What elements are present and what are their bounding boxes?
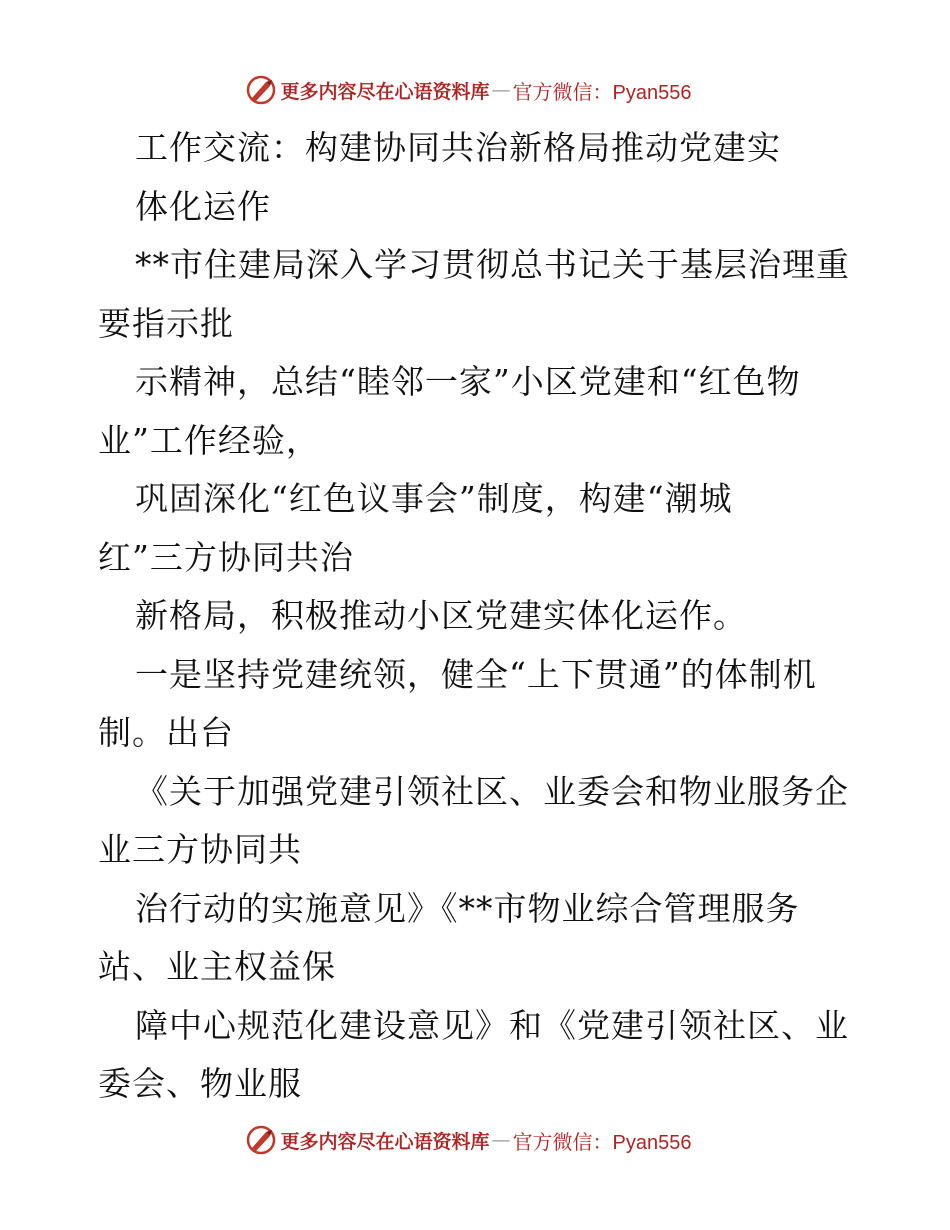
paragraph-line: 业三方协同共 [98, 830, 302, 869]
paragraph-line: 《关于加强党建引领社区、业委会和物业服务企 [135, 771, 849, 811]
paragraph-line: 红”三方协同共治 [98, 537, 354, 577]
banner-separator: — [491, 79, 511, 101]
paragraph-line: **市住建局深入学习贯彻总书记关于基层治理重 [135, 245, 850, 284]
footer-watermark-banner [0, 1120, 950, 1160]
title-line-2: 体化运作 [135, 186, 271, 226]
paragraph-line: 制。出台 [98, 713, 234, 752]
title-line-1: 工作交流：构建协同共治新格局推动党建实 [135, 128, 781, 167]
banner-site-name: 更多内容尽在心语资料库 [280, 80, 490, 103]
brand-logo-icon [245, 1124, 277, 1156]
paragraph-line: 巩固深化“红色议事会”制度，构建“潮城 [135, 479, 733, 518]
banner-wechat-id: 官方微信：Pyan556 [512, 1131, 692, 1154]
banner-wechat-id: 官方微信：Pyan556 [512, 81, 692, 104]
brand-logo-icon [245, 74, 277, 106]
paragraph-line: 要指示批 [98, 303, 234, 343]
paragraph-line: 站、业主权益保 [98, 947, 336, 986]
document-body [98, 119, 858, 1114]
banner-separator: — [491, 1129, 511, 1151]
header-watermark-banner [0, 70, 950, 110]
paragraph-line: 示精神，总结“睦邻一家”小区党建和“红色物 [135, 362, 801, 401]
paragraph-line: 障中心规范化建设意见》和《党建引领社区、业 [135, 1005, 849, 1045]
paragraph-line: 新格局，积极推动小区党建实体化运作。 [135, 596, 747, 635]
paragraph-line: 一是坚持党建统领，健全“上下贯通”的体制机 [135, 654, 817, 694]
paragraph-line: 业”工作经验， [98, 420, 320, 460]
paragraph-line: 治行动的实施意见》《**市物业综合管理服务 [135, 888, 800, 928]
paragraph-line: 委会、物业服 [98, 1064, 302, 1103]
banner-site-name: 更多内容尽在心语资料库 [280, 1130, 490, 1153]
